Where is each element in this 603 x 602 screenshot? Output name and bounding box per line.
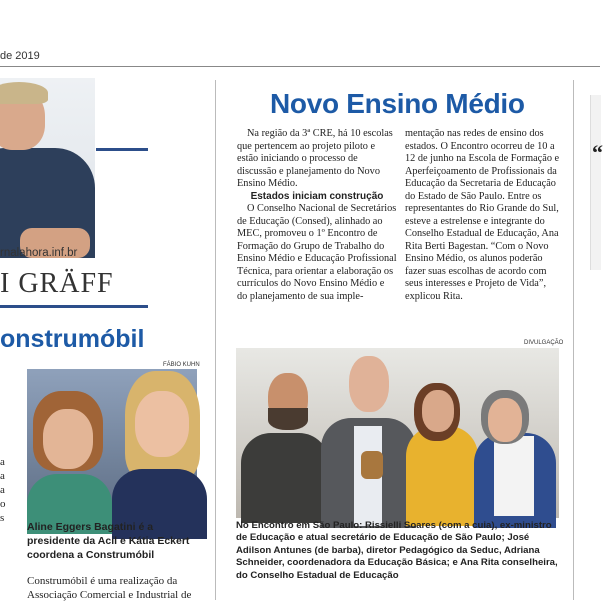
main-text-column-2	[405, 128, 565, 303]
cut-off-text: s	[0, 512, 5, 524]
main-headline: Novo Ensino Médio	[270, 88, 525, 119]
left-story-body: Construmóbil é uma realização da Associação Comercial e Industrial de	[27, 575, 192, 601]
left-photo-caption: Aline Eggers Bagatini é a presidente da Acil e Kátia Eckert coordena a Construmóbil	[27, 521, 190, 561]
column-divider-left	[215, 80, 216, 600]
column-divider-right	[573, 80, 574, 600]
cut-off-text: a	[0, 456, 5, 468]
main-text-column-1	[237, 128, 397, 303]
main-story-photo	[236, 348, 559, 518]
cut-off-text: a	[0, 484, 5, 496]
left-story-photo	[27, 369, 197, 517]
quote-mark: “	[592, 140, 603, 165]
columnist-email: rnalahora.inf.br	[0, 247, 78, 259]
main-photo-credit: DIVULGAÇÃO	[524, 340, 564, 346]
column-accent-rule	[96, 148, 148, 151]
header-rule	[0, 66, 600, 67]
paragraph: mentação nas redes de ensino dos estados. O Encontro ocorreu de 10 a 12 de junho na Escola de Formação e Aperfeiçoamento de Profissionais da Educação da Secretaria de Educação do Estado de São Paulo. Entre os representantes do Rio Grande do Sul, esteve a estrelense e integrante do Conselho Estadual de Educação, Ana Rita Berti Bagestan. “Com o Novo Ensino Médio, os alunos poderão fazer suas escolhas de acordo com seus interesses e Projeto de Vida”, explicou Rita.	[405, 128, 560, 302]
column-name-rule	[0, 305, 148, 308]
main-photo-caption: No Encontro em São Paulo: Rissielli Soares (com a cuia), ex-ministro de Educação e atual secretário de Educação de São Paulo; José Adilson Antunes (de barba), diretor Pedagógico da Seduc, Adriana Schneider, coordenadora da Educação Básica; e Ana Rita conselheira, do Conselho Estadual de Educação	[236, 520, 558, 581]
cut-off-text: a	[0, 470, 5, 482]
columnist-photo	[0, 78, 95, 248]
left-photo-credit: FÁBIO KUHN	[163, 362, 200, 368]
paragraph: O Conselho Nacional de Secretários de Educação (Consed), alinhado ao MEC, promoveu o 1º Encontro de Formação do Grupo de Trabalho do Ensino Médio e Educação Profissional Técnica, para orientar a elaboração os currículos do Novo Ensino Médio e do planejamento de sua imple-	[237, 203, 397, 302]
left-story-headline: onstrumóbil	[0, 325, 145, 353]
page-date: de 2019	[0, 50, 40, 62]
right-edge-box	[590, 95, 601, 270]
paragraph: Na região da 3ª CRE, há 10 escolas que pertencem ao projeto piloto e estão iniciando o processo de discussão e planejamento do Novo Ensino Médio.	[237, 128, 393, 189]
subheading: Estados iniciam construção	[250, 190, 384, 202]
cut-off-text: o	[0, 498, 6, 510]
columnist-name: I GRÄFF	[0, 268, 114, 299]
